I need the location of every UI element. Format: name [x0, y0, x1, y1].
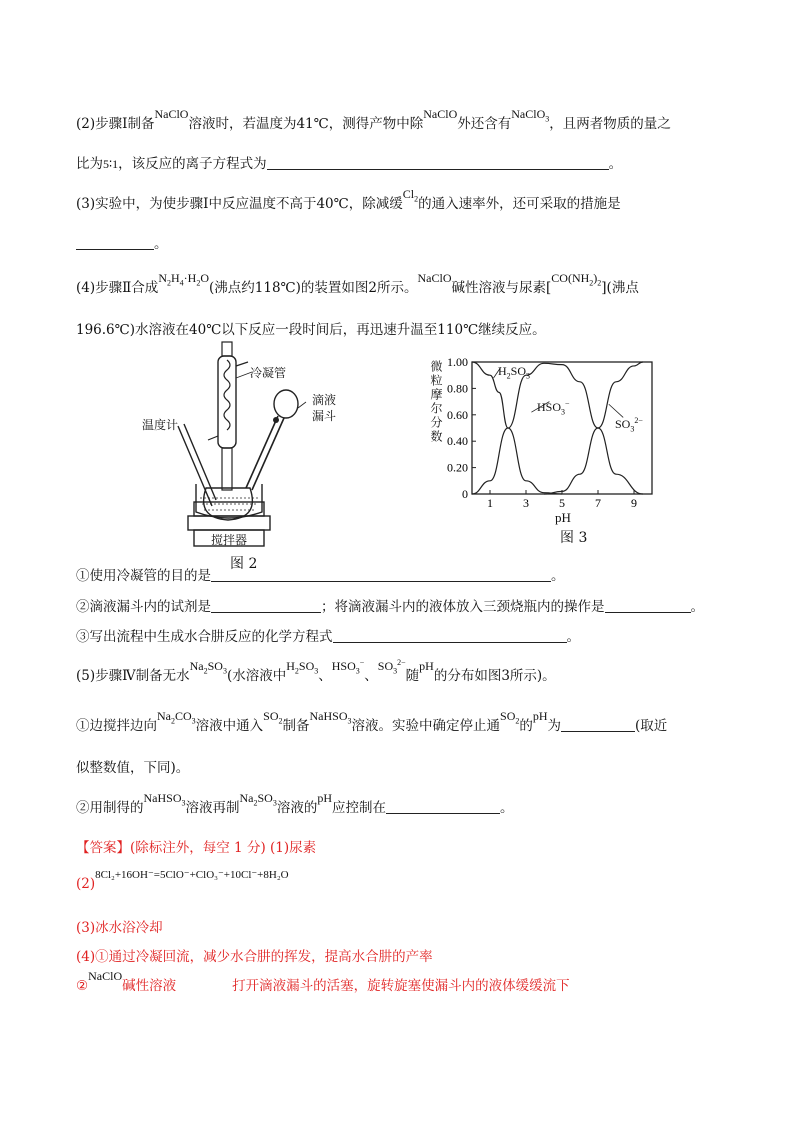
- y-tick-label: 1.00: [447, 355, 468, 369]
- q4-sub-text: ；将滴液漏斗内的液体放入三颈烧瓶内的操作是: [321, 599, 605, 615]
- formula-text: CO(NH: [551, 271, 590, 285]
- q2-text: 。: [608, 156, 623, 172]
- formula-text: Na: [157, 709, 171, 723]
- subscript: 3: [272, 798, 277, 808]
- formula-cl2: [402, 187, 419, 204]
- q5-line: [76, 658, 556, 685]
- label-stirrer: 搅拌器: [211, 533, 248, 547]
- chart-xlabel: pH: [555, 510, 571, 525]
- q5-sub1-line1: [76, 709, 668, 735]
- subscript: 2: [166, 278, 171, 288]
- formula-na2so3: [239, 791, 277, 808]
- label-funnel-1: 滴液: [312, 393, 337, 407]
- answer-blank[interactable]: [605, 599, 691, 613]
- thermometer: [178, 426, 212, 506]
- subscript: 3: [181, 798, 186, 808]
- subscript: 3: [191, 716, 196, 726]
- answer-5-prefix: ②: [76, 978, 89, 994]
- answer-4-text: (4)①通过冷凝回流，减少水合肼的挥发，提高水合肼的产率: [76, 949, 433, 965]
- formula-text: Na: [239, 791, 254, 805]
- q4-text: (沸点约118℃)的装置如图2所示。: [209, 280, 418, 296]
- q4-text: 碱性溶液与尿素[: [451, 280, 552, 296]
- formula-text: SO: [207, 659, 223, 673]
- formula-so3: [377, 658, 406, 676]
- formula-naclo: NaClO: [154, 107, 189, 121]
- q5-sub1-line2: [76, 756, 189, 776]
- superscript: −: [565, 399, 570, 408]
- formula-h2so3: [286, 659, 319, 676]
- x-tick-label: 9: [631, 496, 637, 510]
- formula-text: HSO: [331, 659, 356, 673]
- q2-text: 溶液时，若温度为41℃，测得产物中除: [188, 116, 424, 132]
- formula-naclo: NaClO: [417, 271, 452, 285]
- q5-text: (水溶液中: [226, 668, 287, 684]
- formula-ph: pH: [317, 791, 333, 805]
- ratio: 5∶1: [103, 157, 119, 171]
- x-tick-label: 5: [559, 496, 565, 510]
- y-tick-label: 0: [462, 487, 468, 501]
- superscript: −: [359, 658, 365, 667]
- formula-text: SO: [257, 791, 273, 805]
- label-thermometer: 温度计: [142, 418, 179, 432]
- q4-sub-text: ②滴液漏斗内的试剂是: [76, 599, 211, 615]
- formula-naclo3: [511, 107, 550, 124]
- subscript: 3: [545, 114, 550, 124]
- q2-text: 比为: [76, 156, 103, 172]
- formula-n2h4h2o: [158, 271, 209, 288]
- superscript: 2−: [634, 416, 643, 425]
- subscript: 2: [506, 371, 511, 381]
- q3-text: 。: [154, 236, 168, 252]
- formula-ph: pH: [419, 659, 434, 673]
- answer-blank[interactable]: [267, 156, 609, 170]
- q5-sub-text: 溶液再制: [185, 800, 240, 816]
- q4-sub3: [76, 625, 580, 645]
- q4-line1: [76, 271, 639, 297]
- q5-sub-text: (取近: [635, 718, 668, 734]
- formula-text: H: [170, 271, 180, 285]
- chart-ylabel: 微粒摩尔分数: [429, 360, 443, 444]
- formula-urea: [551, 271, 602, 288]
- subscript: 3: [347, 716, 352, 726]
- formula-na2co3: [157, 709, 196, 726]
- answer-tag: 【答案】: [76, 840, 130, 856]
- answer-blank[interactable]: [76, 236, 154, 250]
- q2-text: (2)步骤Ⅰ制备: [76, 116, 155, 132]
- q5-text: (5)步骤Ⅳ制备无水: [76, 668, 190, 684]
- formula-na2so3: [189, 659, 227, 676]
- q5-sub-text: ①边搅拌边向: [76, 718, 157, 734]
- q4-sub-text: ③写出流程中生成水合肼反应的化学方程式: [76, 629, 333, 645]
- formula-text: NaHSO: [143, 791, 182, 805]
- answer-5-formula: NaClO: [88, 969, 123, 983]
- formula-text: SO: [500, 709, 516, 723]
- legend-h2so3: [498, 364, 530, 380]
- x-tick-label: 1: [487, 496, 493, 510]
- formula-text: H: [286, 659, 295, 673]
- q4-sub-text: 。: [690, 599, 704, 615]
- figure-2-caption: 图 2: [230, 556, 258, 572]
- y-tick-label: 0.60: [447, 407, 468, 422]
- formula-text: Cl: [402, 187, 415, 201]
- q5-text: 、: [364, 668, 378, 684]
- figure-3-caption: 图 3: [560, 530, 588, 546]
- subscript: 3: [355, 666, 360, 676]
- subscript: 2: [589, 278, 594, 288]
- q5-sub-text: 似整数值，下同)。: [76, 760, 190, 776]
- answer-2: [76, 869, 289, 892]
- formula-so2: [263, 709, 283, 726]
- answer-heading: [76, 836, 316, 856]
- q5-text: 、: [318, 668, 332, 684]
- answer-5-reagent: 碱性溶液: [122, 978, 177, 994]
- answer-blank[interactable]: [211, 599, 321, 613]
- q2-line2: [76, 152, 622, 172]
- q5-sub2: [76, 791, 514, 817]
- q5-text: 的分布如图3所示)。: [433, 668, 556, 684]
- subscript: 3: [526, 371, 531, 381]
- q2-line1: [76, 107, 671, 133]
- q5-sub-text: 为: [547, 718, 562, 734]
- formula-nahso3: [309, 709, 352, 726]
- formula-hso3: [331, 658, 365, 676]
- formula-ph: pH: [532, 709, 548, 723]
- formula-text: NaClO: [511, 107, 546, 121]
- formula-text: Na: [189, 659, 204, 673]
- subscript: 2: [196, 278, 201, 288]
- legend-so3: [615, 416, 643, 433]
- formula-nahso3: [143, 791, 186, 808]
- q4-text: 196.6℃)水溶液在40℃以下反应一段时间后，再迅速升温至110℃继续反应。: [76, 322, 546, 338]
- figure-2-apparatus: [138, 338, 328, 548]
- subscript: 2: [253, 798, 258, 808]
- answer-3: [76, 916, 163, 936]
- subscript: 3: [314, 666, 319, 676]
- funnel-bulb: [274, 390, 298, 418]
- formula-text: ·H: [183, 271, 197, 285]
- formula-text: ): [593, 271, 598, 285]
- q3-line1: [76, 187, 621, 213]
- formula-text: CO: [175, 709, 192, 723]
- superscript: 2−: [397, 658, 406, 667]
- q5-sub-text: 制备: [282, 718, 310, 734]
- y-tick-label: 0.40: [447, 434, 468, 449]
- formula-text: SO: [263, 709, 279, 723]
- subscript: 2: [203, 666, 208, 676]
- q2-text: ，该反应的离子方程式为: [118, 156, 267, 172]
- q5-sub-text: ②用制得的: [76, 800, 144, 816]
- x-tick-label: 7: [595, 496, 601, 510]
- q3-line2: [76, 232, 168, 252]
- label-funnel: [312, 392, 336, 424]
- q5-sub-text: 。: [500, 800, 514, 816]
- q2-text: 外还含有: [457, 116, 512, 132]
- q4-sub2: [76, 595, 704, 615]
- subscript: 2: [597, 278, 602, 288]
- q4-line2: [76, 318, 546, 338]
- subscript: 2: [294, 666, 299, 676]
- formula-naclo: NaClO: [423, 107, 458, 121]
- formula-text: NaHSO: [309, 709, 348, 723]
- answer-2-number: (2): [76, 876, 96, 892]
- subscript: 3: [561, 407, 566, 417]
- answer-4: [76, 945, 433, 965]
- q4-sub1: [76, 564, 565, 584]
- y-tick-label: 0.80: [447, 381, 468, 396]
- y-tick-label: 0.20: [447, 460, 468, 475]
- series-line-H2SO3: [472, 362, 562, 494]
- q5-sub-text: 溶液。实验中确定停止通: [351, 718, 501, 734]
- formula-text: N: [158, 271, 167, 285]
- answer-2-equation: 8Cl₂+16OH⁻=5ClO⁻+ClO₃⁻+10Cl⁻+8H₂O: [95, 869, 289, 881]
- q5-text: 随: [405, 668, 420, 684]
- answer-note: (除标注外，每空 1 分) (1)尿素: [130, 840, 317, 856]
- q2-text: ，且两者物质的量之: [549, 116, 671, 132]
- x-tick-label: 3: [523, 496, 529, 510]
- label-text: SO: [615, 417, 631, 431]
- label-text: H: [498, 364, 507, 378]
- subscript: 2: [515, 716, 520, 726]
- answer-blank[interactable]: [211, 568, 551, 582]
- q5-sub-text: 应控制在: [332, 800, 387, 816]
- q4-sub-text: 。: [566, 629, 580, 645]
- label-text: SO: [510, 364, 527, 378]
- condenser-top: [222, 342, 232, 356]
- subscript: 2: [171, 716, 175, 726]
- label-text: HSO: [537, 400, 562, 414]
- figure-3-chart: [420, 342, 660, 542]
- subscript: 4: [179, 278, 184, 288]
- funnel-stem: [246, 416, 278, 488]
- legend-hso3: [537, 399, 570, 416]
- subscript: 3: [393, 666, 398, 676]
- answer-blank[interactable]: [386, 800, 500, 814]
- subscript: 2: [414, 194, 419, 204]
- formula-text: SO: [298, 659, 315, 673]
- answer-5-operation: 打开滴液漏斗的活塞，旋转旋塞使漏斗内的液体缓缓流下: [232, 978, 570, 994]
- q5-sub-text: 的: [519, 718, 533, 734]
- answer-blank[interactable]: [333, 629, 567, 643]
- q4-sub-text: ①使用冷凝管的目的是: [76, 568, 211, 584]
- q4-sub-text: 。: [551, 568, 565, 584]
- condenser-coil: [224, 360, 230, 430]
- answer-5: [76, 969, 570, 994]
- q3-text: (3)实验中，为使步骤Ⅰ中反应温度不高于40℃，除减缓: [76, 196, 403, 212]
- label-condenser: 冷凝管: [250, 366, 287, 380]
- q3-text: 的通入速率外，还可采取的措施是: [418, 196, 621, 212]
- answer-3-text: (3)冰水浴冷却: [76, 920, 163, 936]
- q5-sub-text: 溶液的: [276, 800, 318, 816]
- subscript: 2: [278, 716, 283, 726]
- formula-text: SO: [377, 659, 394, 673]
- formula-text: O: [200, 271, 209, 285]
- formula-so2: [500, 709, 520, 726]
- q5-sub-text: 溶液中通入: [195, 718, 264, 734]
- answer-blank[interactable]: [561, 718, 635, 732]
- subscript: 3: [630, 424, 635, 434]
- subscript: 3: [222, 666, 227, 676]
- label-funnel-2: 漏斗: [312, 409, 337, 423]
- q4-text: ](沸点: [601, 280, 639, 296]
- q4-text: (4)步骤Ⅱ合成: [76, 280, 159, 296]
